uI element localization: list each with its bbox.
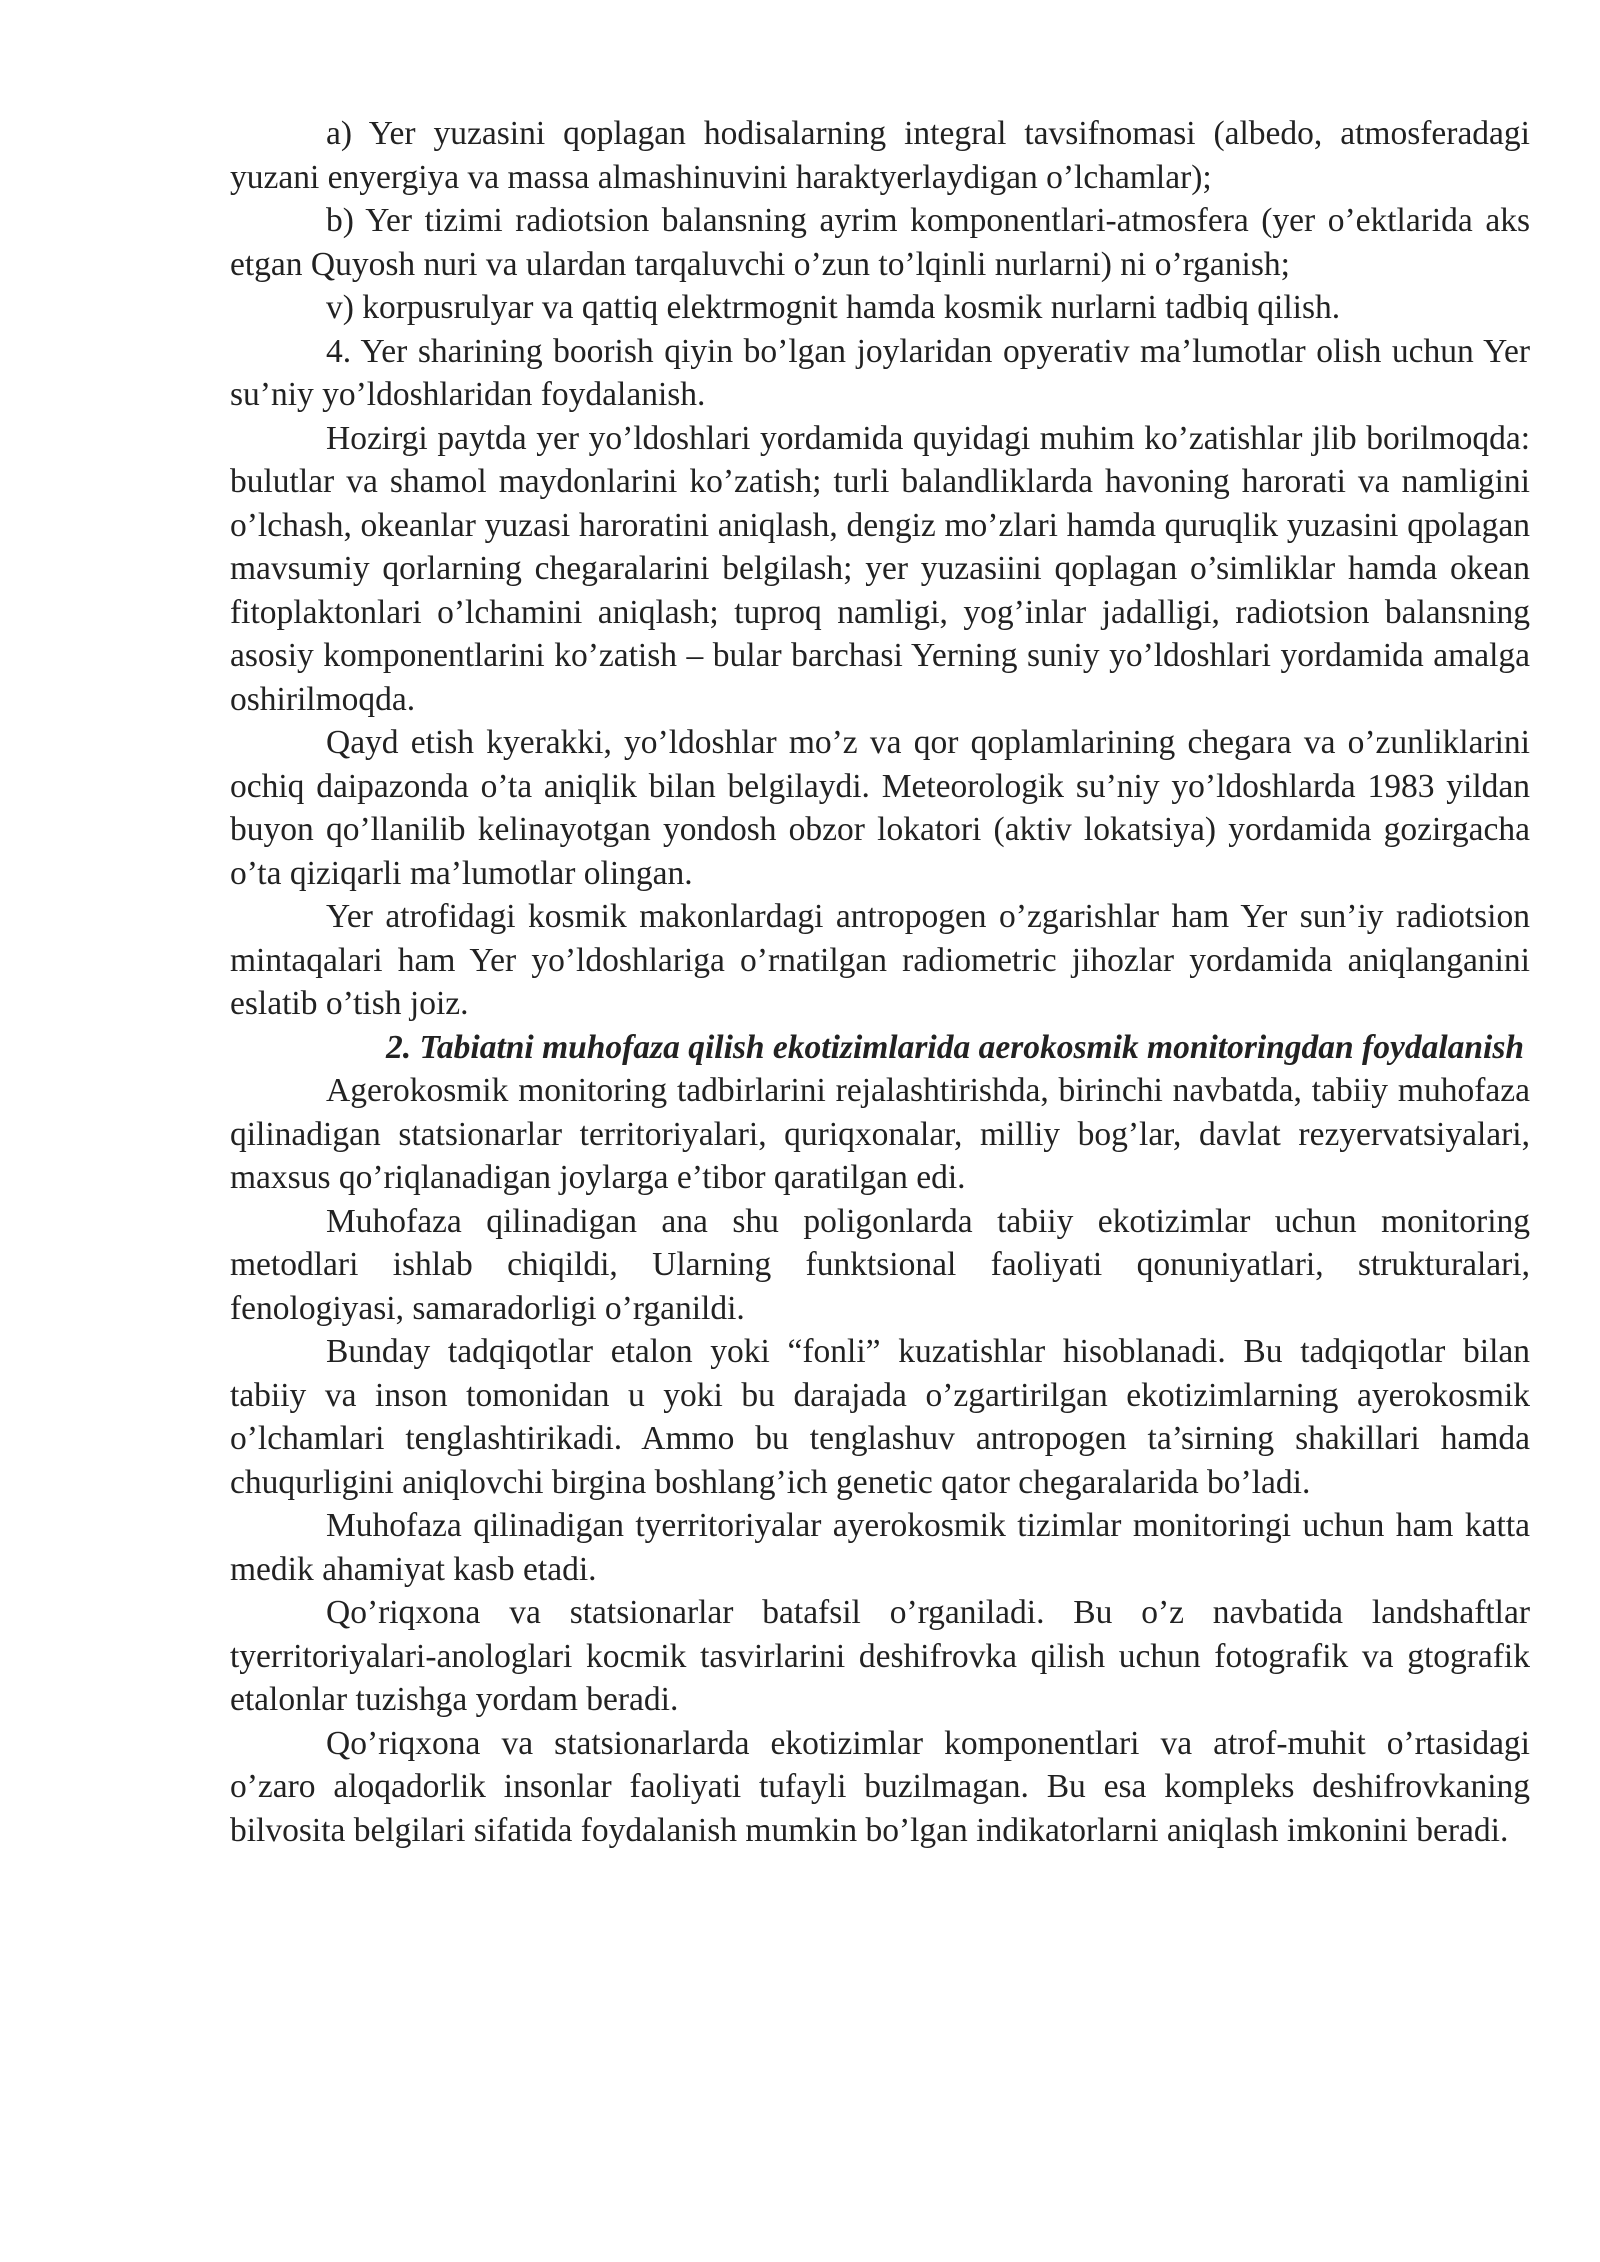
paragraph-observations: Hozirgi paytda yer yo’ldoshlari yordamida quyidagi muhim ko’zatishlar jlib borilmoqda: bulutlar va shamol maydonlarini ko’zatish; turli balandliklarda havoning harorati va namligini o’lchash, okeanlar yuzasi haroratini aniqlash, dengiz mo’zlari hamda quruqlik yuzasini qpolagan mavsumiy qorlarning chegaralarini belgilash; yer yuzasiini qoplagan o’simliklar hamda okean fitoplaktonlari o’lchamini aniqlash; tuproq namligi, yog’inlar jadalligi, radiotsion balansning asosiy komponentlarini ko’zatish – bular barchasi Yerning suniy yo’ldoshlari yordamida amalga oshirilmoqda. — [230, 419, 1530, 718]
paragraph-planning: Agerokosmik monitoring tadbirlarini rejalashtirishda, birinchi navbatda, tabiiy muhofaza qilinadigan statsionarlar territoriyalari, quriqxonalar, milliy bog’lar, davlat rezyervatsiyalari, maxsus qo’riqlanadigan joylarga e’tibor qaratilgan edi. — [230, 1072, 1530, 1196]
paragraph-protected-territories: Muhofaza qilinadigan tyerritoriyalar ayerokosmik tizimlar monitoringi uchun ham katta medik ahamiyat kasb etadi. — [230, 1507, 1530, 1588]
section-heading: 2. Tabiatni muhofaza qilish ekotizimlarida aerokosmik monitoringdan foydalanish — [386, 1028, 1524, 1066]
paragraph-radiation-zones: Yer atrofidagi kosmik makonlardagi antropogen o’zgarishlar ham Yer sun’iy radiotsion mintaqalari ham Yer yo’ldoshlariga o’rnatilgan radiometric jihozlar yordamida aniqlanganini eslatib o’tish joiz. — [230, 898, 1530, 1022]
paragraph-reserves: Qo’riqxona va statsionarlar batafsil o’rganiladi. Bu o’z navbatida landshaftlar tyerritoriyalari-anologlari kocmik tasvirlarini deshifrovka qilish uchun fotografik va gtografik etalonlar tuzishga yordam beradi. — [230, 1594, 1530, 1718]
paragraph-polygons: Muhofaza qilinadigan ana shu poligonlarda tabiiy ekotizimlar uchun monitoring metodlari ishlab chiqildi, Ularning funktsional faoliyati qonuniyatlari, strukturalari, fenologiyasi, samaradorligi o’rganildi. — [230, 1202, 1530, 1327]
paragraph-item-v: v) korpusrulyar va qattiq elektrmognit hamda kosmik nurlarni tadbiq qilish. — [326, 289, 1341, 326]
paragraph-item-a: a) Yer yuzasini qoplagan hodisalarning integral tavsifnomasi (albedo, atmosferadagi yuzani enyergiya va massa almashinuvini haraktyerlaydigan o’lchamlar); — [230, 115, 1530, 196]
paragraph-item-b: b) Yer tizimi radiotsion balansning ayrim komponentlari-atmosfera (yer o’ektlarida aks etgan Quyosh nuri va ulardan tarqaluvchi o’zun to’lqinli nurlarni) ni o’rganish; — [230, 202, 1530, 283]
paragraph-satellites: Qayd etish kyerakki, yo’ldoshlar mo’z va qor qoplamlarining chegara va o’zunliklarini ochiq daipazonda o’ta aniqlik bilan belgilaydi. Meteorologik su’niy yo’ldoshlarda 1983 yildan buyon qo’llanilib kelinayotgan yondosh obzor lokatori (aktiv lokatsiya) yordamida gozirgacha o’ta qiziqarli ma’lumotlar olingan. — [230, 724, 1530, 892]
paragraph-indicators: Qo’riqxona va statsionarlarda ekotizimlar komponentlari va atrof-muhit o’rtasidagi o’zaro aloqadorlik insonlar faoliyati tufayli buzilmagan. Bu esa kompleks deshifrovkaning bilvosita belgilari sifatida foydalanish mumkin bo’lgan indikatorlarni aniqlash imkonini beradi. — [230, 1724, 1530, 1849]
paragraph-item-4: 4. Yer sharining boorish qiyin bo’lgan joylaridan opyerativ ma’lumotlar olish uchun Yer su’niy yo’ldoshlaridan foydalanish. — [230, 332, 1530, 413]
paragraph-reference-studies: Bunday tadqiqotlar etalon yoki “fonli” kuzatishlar hisoblanadi. Bu tadqiqotlar bilan tabiiy va inson tomonidan u yoki bu darajada o’zgartirilgan ekotizimlarning ayerokosmik o’lchamlari tenglashtirikadi. Ammo bu tenglashuv antropogen ta’sirning shakillari hamda chuqurligini aniqlovchi birgina boshlang’ich genetic qator chegaralarida bo’ladi. — [230, 1333, 1530, 1501]
document-page — [230, 112, 1530, 1852]
